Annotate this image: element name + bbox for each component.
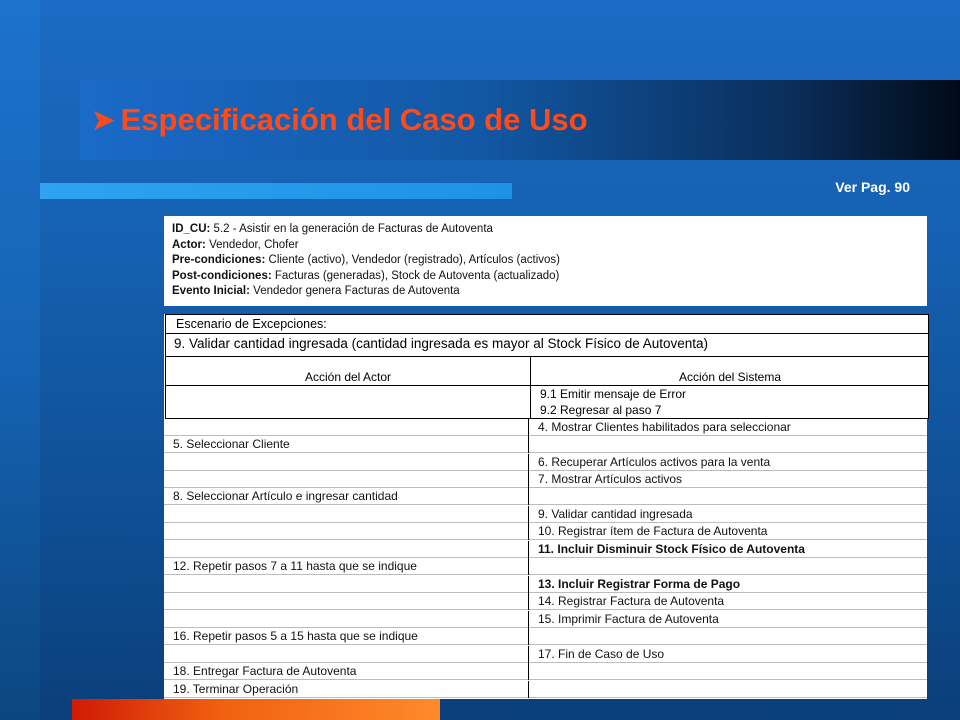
column-divider	[528, 506, 529, 523]
info-id-line: ID_CU: 5.2 - Asistir en la generación de Facturas de Autoventa	[172, 223, 493, 235]
system-action-cell: 13. Incluir Registrar Forma de Pago	[538, 577, 741, 591]
system-action-cell: 10. Registrar ítem de Factura de Autoventa	[538, 524, 768, 538]
system-action-cell: 7. Mostrar Artículos activos	[538, 472, 683, 486]
slide-title	[92, 102, 588, 138]
arrow-bullet-icon: ➤	[92, 104, 115, 135]
system-action-cell: 11. Incluir Disminuir Stock Físico de Autoventa	[538, 542, 805, 556]
column-divider	[528, 523, 529, 540]
system-action-cell: 14. Registrar Factura de Autoventa	[538, 594, 725, 608]
page-reference: Ver Pag. 90	[835, 179, 910, 195]
slide-title-text: Especificación del Caso de Uso	[120, 102, 588, 137]
column-divider	[528, 593, 529, 610]
system-action-cell: 15. Imprimir Factura de Autoventa	[538, 612, 719, 626]
divider	[166, 385, 928, 386]
column-divider	[528, 419, 529, 436]
actor-action-cell: 16. Repetir pasos 5 a 15 hasta que se indique	[173, 629, 418, 643]
divider	[166, 356, 928, 357]
info-post-line: Post-condiciones: Facturas (generadas), Stock de Autoventa (actualizado)	[172, 269, 560, 282]
column-divider	[528, 436, 529, 453]
exceptions-box	[165, 314, 929, 419]
column-divider	[528, 471, 529, 488]
column-divider	[528, 628, 529, 645]
divider	[166, 333, 928, 334]
exception-step: 9.1 Emitir mensaje de Error	[540, 387, 687, 401]
info-pre-line: Pre-condiciones: Cliente (activo), Vendedor (registrado), Artículos (activos)	[172, 254, 560, 266]
orange-accent-bar	[72, 699, 440, 720]
info-event-line: Evento Inicial: Vendedor genera Facturas de Autoventa	[172, 285, 460, 297]
actor-action-cell: 5. Seleccionar Cliente	[173, 437, 290, 451]
actor-action-cell: 19. Terminar Operación	[173, 682, 299, 696]
system-action-cell: 6. Recuperar Artículos activos para la venta	[538, 455, 771, 469]
cyan-accent-bar	[40, 183, 512, 199]
system-action-cell: 4. Mostrar Clientes habilitados para seleccionar	[538, 420, 791, 434]
column-divider	[528, 488, 529, 505]
column-divider	[528, 541, 529, 558]
system-action-cell: 9. Validar cantidad ingresada	[538, 507, 693, 521]
use-case-info-box	[164, 216, 927, 306]
column-divider	[528, 611, 529, 628]
system-action-cell: 17. Fin de Caso de Uso	[538, 647, 665, 661]
left-decorative-strip	[0, 0, 40, 720]
actor-action-cell: 18. Entregar Factura de Autoventa	[173, 664, 357, 678]
column-divider	[528, 558, 529, 575]
exceptions-title: Escenario de Excepciones:	[176, 317, 327, 331]
exception-condition: 9. Validar cantidad ingresada (cantidad ingresada es mayor al Stock Físico de Autoventa)	[174, 336, 709, 351]
column-divider	[528, 576, 529, 593]
info-actor-line: Actor: Vendedor, Chofer	[172, 238, 299, 251]
column-divider	[528, 681, 529, 698]
column-divider	[530, 356, 531, 418]
column-header-system: Acción del Sistema	[678, 370, 782, 384]
column-divider	[528, 663, 529, 680]
exception-step: 9.2 Regresar al paso 7	[540, 403, 662, 417]
column-divider	[528, 454, 529, 471]
actor-action-cell: 12. Repetir pasos 7 a 11 hasta que se indique	[173, 559, 417, 573]
actor-action-cell: 8. Seleccionar Artículo e ingresar cantidad	[173, 489, 398, 503]
column-divider	[528, 646, 529, 663]
column-header-actor: Acción del Actor	[304, 370, 392, 384]
